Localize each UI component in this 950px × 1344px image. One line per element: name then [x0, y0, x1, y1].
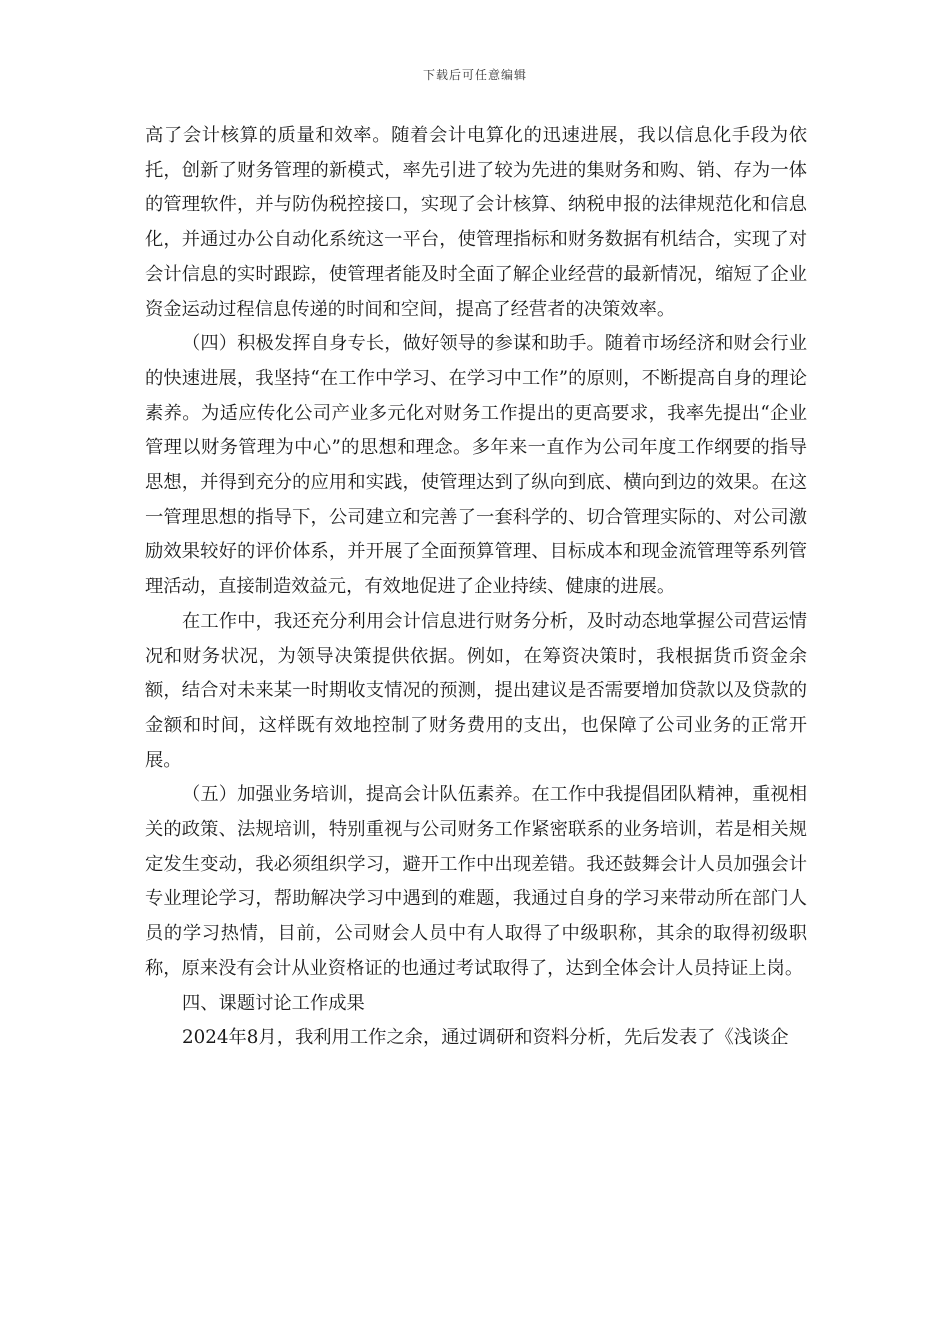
section-heading-research: 四、课题讨论工作成果 — [182, 992, 365, 1014]
paragraph-accounting-efficiency: 高了会计核算的质量和效率。随着会计电算化的迅速进展，我以信息化手段为依托，创新了财务管理的新模式，率先引进了较为先进的集财务和购、销、存为一体的管理软件，并与防伪税控接口，实现了会计核算、纳税申报的法律规范化和信息化，并通过办公自动化系统这一平台，使管理指标和财务数据有机结合，实现了对会计信息的实时跟踪，使管理者能及时全面了解企业经营的最新情况，缩短了企业资金运动过程信息传递的时间和空间，提高了经营者的决策效率。 — [145, 125, 807, 320]
paragraph-section-four: （四）积极发挥自身专长，做好领导的参谋和助手。随着市场经济和财会行业的快速进展，我坚持“在工作中学习、在学习中工作”的原则，不断提高自身的理论素养。为适应传化公司产业多元化对财务工作提出的更高要求，我率先提出“企业管理以财务管理为中心”的思想和理念。多年来一直作为公司年度工作纲要的指导思想，并得到充分的应用和实践，使管理达到了纵向到底、横向到边的效果。在这一管理思想的指导下，公司建立和完善了一套科学的、切合管理实际的、对公司激励效果较好的评价体系，并开展了全面预算管理、目标成本和现金流管理等系列管理活动，直接制造效益元，有效地促进了企业持续、健康的进展。 — [145, 333, 807, 598]
paragraph-financial-analysis: 在工作中，我还充分利用会计信息进行财务分析，及时动态地掌握公司营运情况和财务状况，为领导决策提供依据。例如，在筹资决策时，我根据货币资金余额，结合对未来某一时期收支情况的预测，提出建议是否需要增加贷款以及贷款的金额和时间，这样既有效地控制了财务费用的支出，也保障了公司业务的正常开展。 — [145, 610, 807, 771]
paragraph-section-five: （五）加强业务培训，提高会计队伍素养。在工作中我提倡团队精神，重视相关的政策、法规培训，特别重视与公司财务工作紧密联系的业务培训，若是相关规定发生变动，我必须组织学习，避开工作中出现差错。我还鼓舞会计人员加强会计专业理论学习，帮助解决学习中遇到的难题，我通过自身的学习来带动所在部门人员的学习热情，目前，公司财会人员中有人取得了中级职称，其余的取得初级职称，原来没有会计从业资格证的也通过考试取得了，达到全体会计人员持证上岗。 — [145, 784, 807, 979]
document-body — [145, 119, 807, 1056]
page-header: 下载后可任意编辑 — [422, 68, 527, 82]
paragraph-research-results: 2024年8月，我利用工作之余，通过调研和资料分析，先后发表了《浅谈企 — [182, 1027, 789, 1049]
